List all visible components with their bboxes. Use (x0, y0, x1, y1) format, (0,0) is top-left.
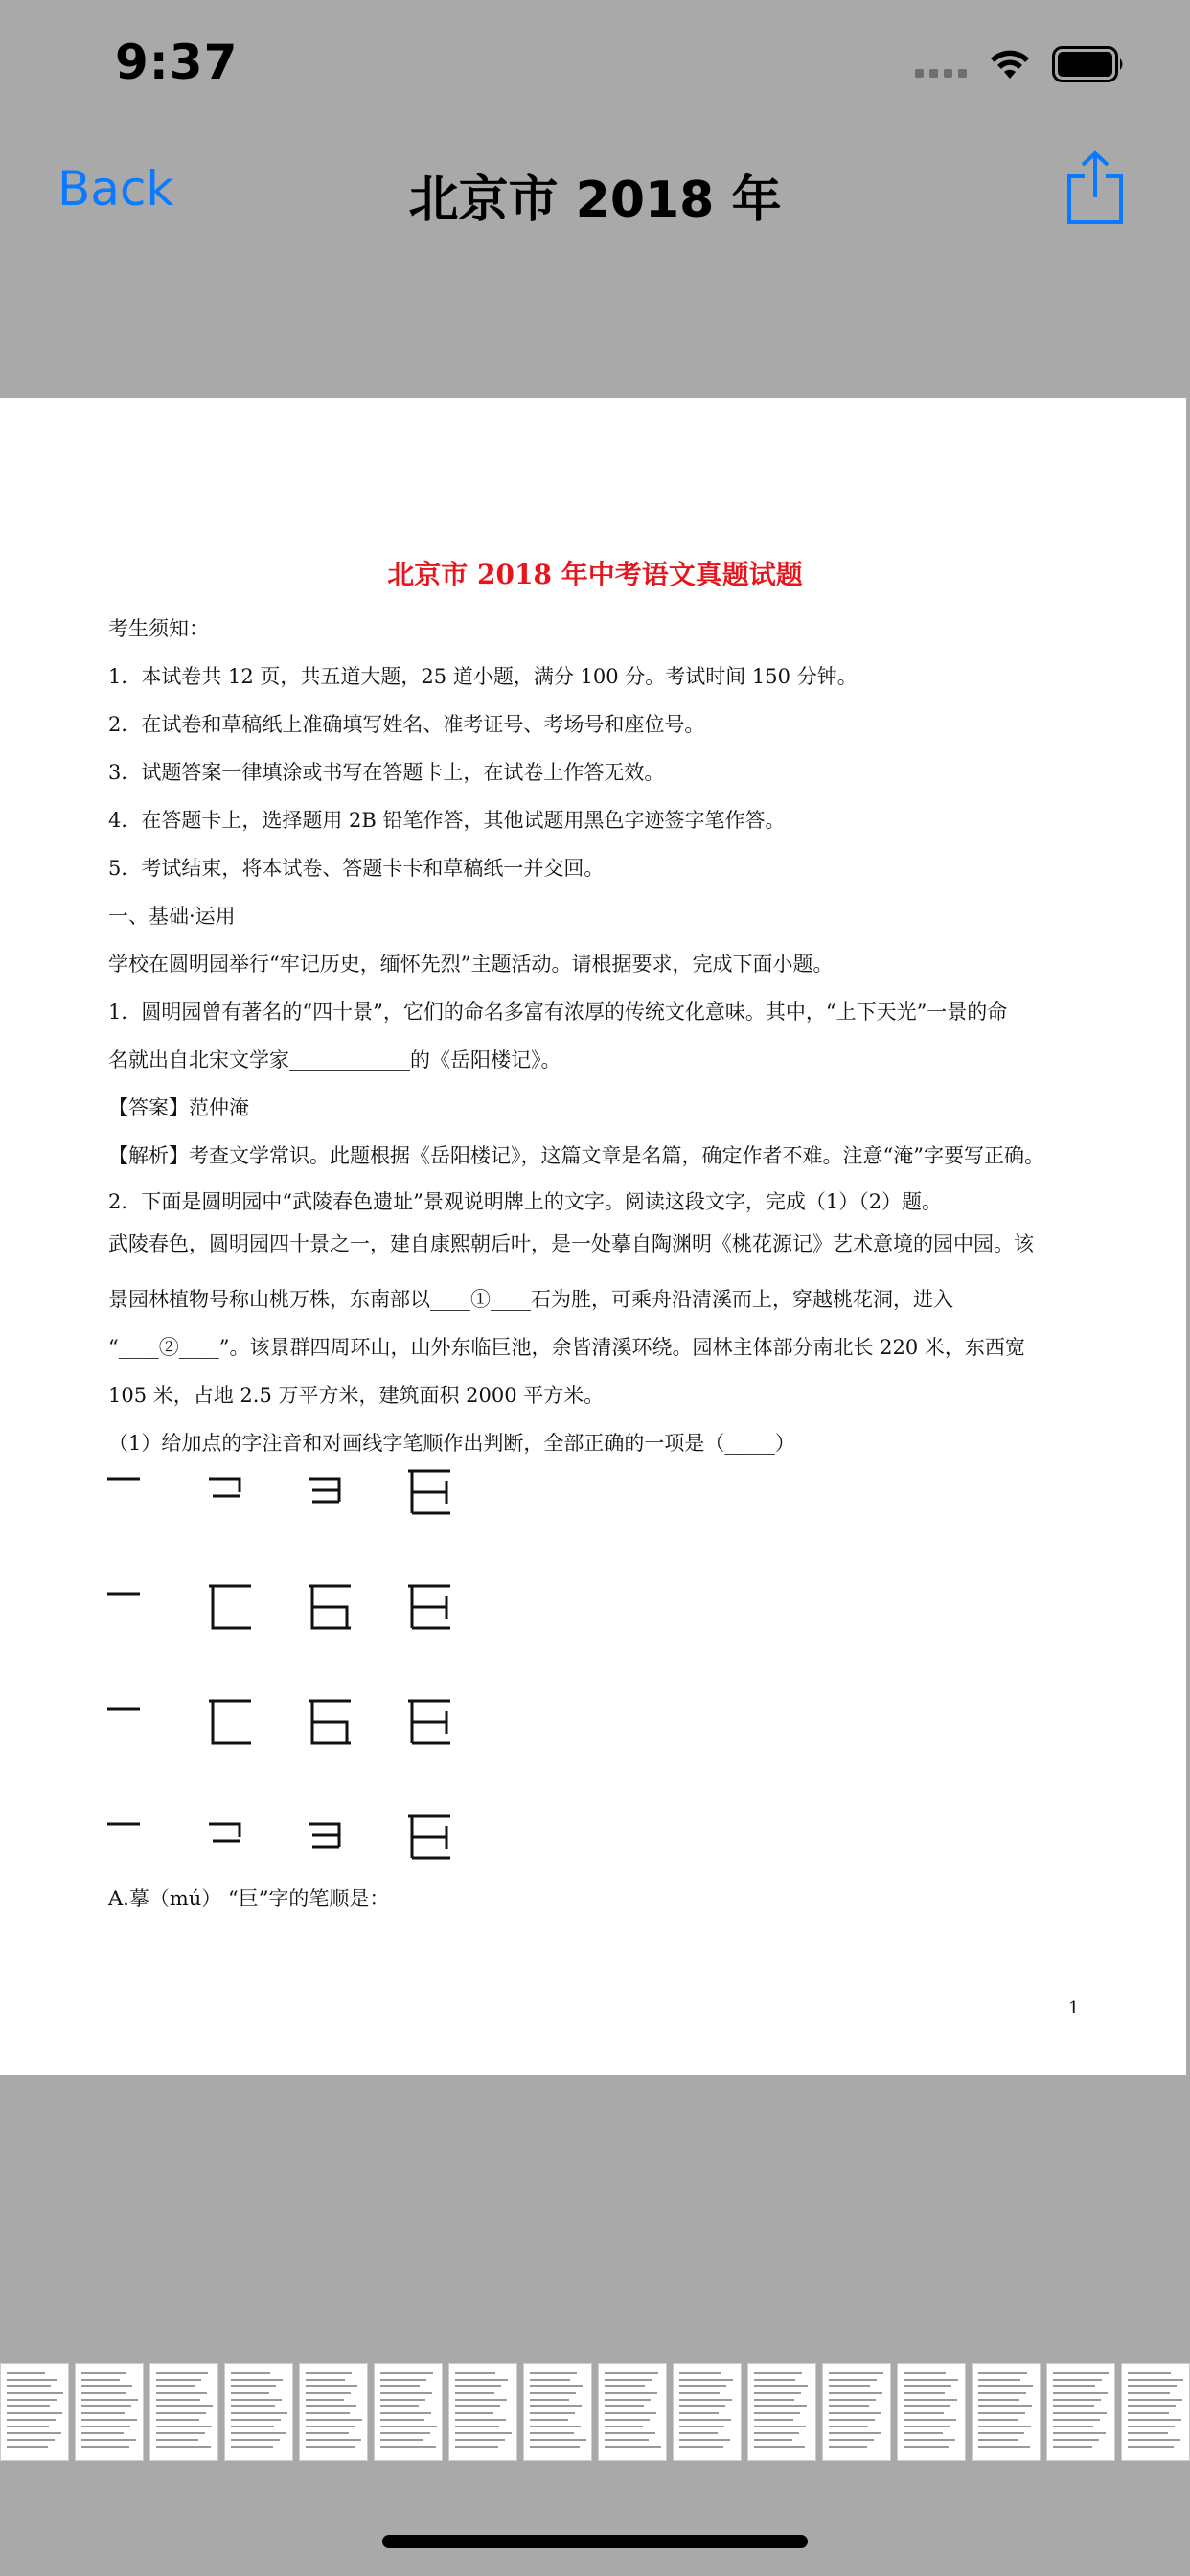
stroke-order-row (105, 1806, 504, 1874)
doc-line: 105 米，占地 2.5 万平方米，建筑面积 2000 平方米。 (108, 1384, 605, 1407)
page-thumbnail[interactable] (747, 2363, 816, 2461)
navigation-bar (0, 134, 1190, 249)
page-thumbnail[interactable] (673, 2363, 742, 2461)
page-thumbnail[interactable] (224, 2363, 293, 2461)
status-bar (0, 0, 1190, 134)
page-thumbnail[interactable] (0, 2363, 69, 2461)
battery-icon (1052, 46, 1127, 82)
doc-line: 4．在答题卡上，选择题用 2B 铅笔作答，其他试题用黑色字迹签字笔作答。 (108, 809, 786, 832)
doc-line: 3．试题答案一律填涂或书写在答题卡上，在试卷上作答无效。 (108, 761, 665, 784)
page-thumbnail-strip[interactable] (0, 2363, 1190, 2463)
doc-line: 2．在试卷和草稿纸上准确填写姓名、准考证号、考场号和座位号。 (108, 713, 705, 736)
page-thumbnail[interactable] (598, 2363, 667, 2461)
doc-line: （1）给加点的字注音和对画线字笔顺作出判断，全部正确的一项是（_____） (108, 1432, 795, 1455)
page-thumbnail[interactable] (75, 2363, 144, 2461)
page-thumbnail[interactable] (1121, 2363, 1190, 2461)
doc-line: 名就出自北宋文学家____________的《岳阳楼记》。 (108, 1048, 561, 1071)
wifi-icon (987, 44, 1033, 82)
back-button[interactable]: Back (57, 161, 174, 217)
document-title: 北京市 2018 年中考语文真题试题 (387, 559, 803, 590)
status-time: 9:37 (115, 34, 239, 90)
cellular-signal-icon (915, 69, 967, 78)
stroke-order-row (105, 1461, 504, 1529)
doc-line: 武陵春色，圆明园四十景之一，建自康熙朝后叶，是一处摹自陶渊明《桃花源记》艺术意境的园中园。该 (108, 1232, 1034, 1255)
page-number: 1 (1068, 1998, 1080, 2018)
doc-line: 5．考试结束，将本试卷、答题卡卡和草稿纸一并交回。 (108, 857, 605, 880)
page-thumbnail[interactable] (374, 2363, 443, 2461)
page-thumbnail[interactable] (299, 2363, 368, 2461)
page-thumbnail[interactable] (897, 2363, 966, 2461)
doc-line: 1．圆明园曾有著名的“四十景”，它们的命名多富有浓厚的传统文化意味。其中，“上下天光”一景的命 (108, 1000, 1008, 1024)
answer-line: 【答案】范仲淹 (108, 1096, 249, 1119)
stroke-order-row (105, 1691, 504, 1759)
page-thumbnail[interactable] (448, 2363, 517, 2461)
doc-line: 2．下面是圆明园中“武陵春色遗址”景观说明牌上的文字。阅读这段文字，完成（1）（2）题。 (108, 1190, 943, 1213)
doc-line: 学校在圆明园举行“牢记历史，缅怀先烈”主题活动。请根据要求，完成下面小题。 (108, 953, 834, 976)
analysis-line: 【解析】考查文学常识。此题根据《岳阳楼记》，这篇文章是名篇，确定作者不难。注意“淹”字要写正确。 (108, 1144, 1044, 1167)
doc-line: 考生须知： (108, 617, 209, 640)
stroke-order-row (105, 1576, 504, 1644)
page-thumbnail[interactable] (972, 2363, 1041, 2461)
section-heading: 一、基础·运用 (108, 905, 236, 928)
doc-line: “____②____”。该景群四周环山，山外东临巨池，余皆清溪环绕。园林主体部分南北长 220 米，东西宽 (108, 1336, 1025, 1359)
page-thumbnail[interactable] (149, 2363, 218, 2461)
doc-line: 景园林植物号称山桃万株，东南部以____①____石为胜，可乘舟沿清溪而上，穿越桃花洞，进入 (108, 1288, 953, 1311)
share-icon[interactable] (1064, 150, 1127, 226)
page-thumbnail[interactable] (822, 2363, 891, 2461)
pdf-page[interactable] (0, 398, 1186, 2075)
option-line: A.摹（mú） “巨”字的笔顺是： (108, 1887, 390, 1910)
doc-line: 1．本试卷共 12 页，共五道大题，25 道小题，满分 100 分。考试时间 150 分钟。 (108, 665, 858, 688)
home-indicator[interactable] (382, 2535, 808, 2548)
page-thumbnail[interactable] (1046, 2363, 1115, 2461)
page-thumbnail[interactable] (523, 2363, 592, 2461)
nav-title: 北京市 2018 年 (408, 172, 782, 229)
